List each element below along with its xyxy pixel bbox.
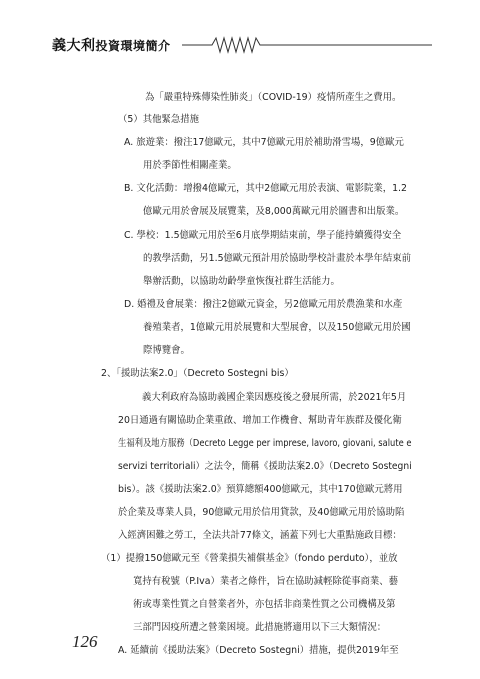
header-title-sub: 投資環境簡介 [95, 39, 171, 53]
text-line: 億歐元用於會展及展覽業，及8,000萬歐元用於圖書和出版業。 [143, 206, 405, 217]
text-line: B. 文化活動：增撥4億歐元，其中2億歐元用於表演、電影院業，1.2 [124, 183, 407, 194]
text-line: D. 婚禮及會展業：撥注2億歐元資金，另2億歐元用於農漁業和水產 [124, 299, 403, 310]
header-title-main: 義大利 [52, 38, 96, 54]
text-line: 用於季節性相關產業。 [143, 160, 237, 171]
text-line: （1）提撥150億歐元至《營業損失補償基金》（fondo perduto），並放 [101, 553, 398, 564]
text-line: A. 旅遊業：撥注17億歐元，其中7億歐元用於補助滑雪場，9億歐元 [124, 137, 404, 148]
text-line: 生福利及地方服務（Decreto Legge per imprese, lavoro, giovani, salute e [118, 438, 412, 449]
text-line: 20日通過有關協助企業重啟、增加工作機會、幫助青年族群及優化衛 [118, 415, 402, 426]
text-line: servizi territoriali）之法令，簡稱《援助法案2.0》（Decreto Sostegni [118, 461, 412, 472]
text-line: 義大利政府為協助義國企業因應疫後之發展所需，於2021年5月 [142, 392, 407, 403]
text-line: 養殖業者，1億歐元用於展覽和大型展會，以及150億歐元用於國 [143, 322, 411, 333]
text-line: A. 延續前《援助法案》（Decreto Sostegni）措施，提供2019年至 [118, 645, 399, 656]
text-line: 入經濟困難之勞工，全法共計77條文，涵蓋下列七大重點施政目標： [118, 530, 402, 541]
text-line: 於企業及專業人員，90億歐元用於信用貸款，及40億歐元用於協助陷 [118, 507, 405, 518]
section-heading: 2、「援助法案2.0」（Decreto Sostegni bis） [101, 368, 294, 379]
text-line: 為「嚴重特殊傳染性肺炎」（COVID-19）疫情所產生之費用。 [145, 92, 402, 103]
text-line: 三部門因疫所遭之營業困境。此措施將適用以下三大類情況： [133, 622, 387, 633]
text-line: 際博覽會。 [143, 345, 190, 356]
text-line: 的教學活動，另1.5億歐元預計用於協助學校計畫於本學年結束前 [143, 253, 412, 264]
text-line: bis）。該《援助法案2.0》預算總額400億歐元，其中170億歐元將用 [118, 484, 403, 495]
page-number: 126 [72, 632, 98, 651]
heartbeat-line-icon [52, 34, 432, 56]
text-line: 舉辦活動，以協助幼齡學童恢復社群生活能力。 [143, 276, 340, 287]
text-line: （5）其他緊急措施 [118, 114, 199, 125]
text-line: 寬持有稅號（P.Iva）業者之條件，旨在協助減輕除從事商業、藝 [133, 576, 398, 587]
text-line: 術或專業性質之自營業者外，亦包括非商業性質之公司機構及第 [133, 599, 396, 610]
page-header [52, 34, 432, 56]
text-line: C. 學校：1.5億歐元用於至6月底學期結束前，學子能持續獲得安全 [124, 230, 402, 241]
